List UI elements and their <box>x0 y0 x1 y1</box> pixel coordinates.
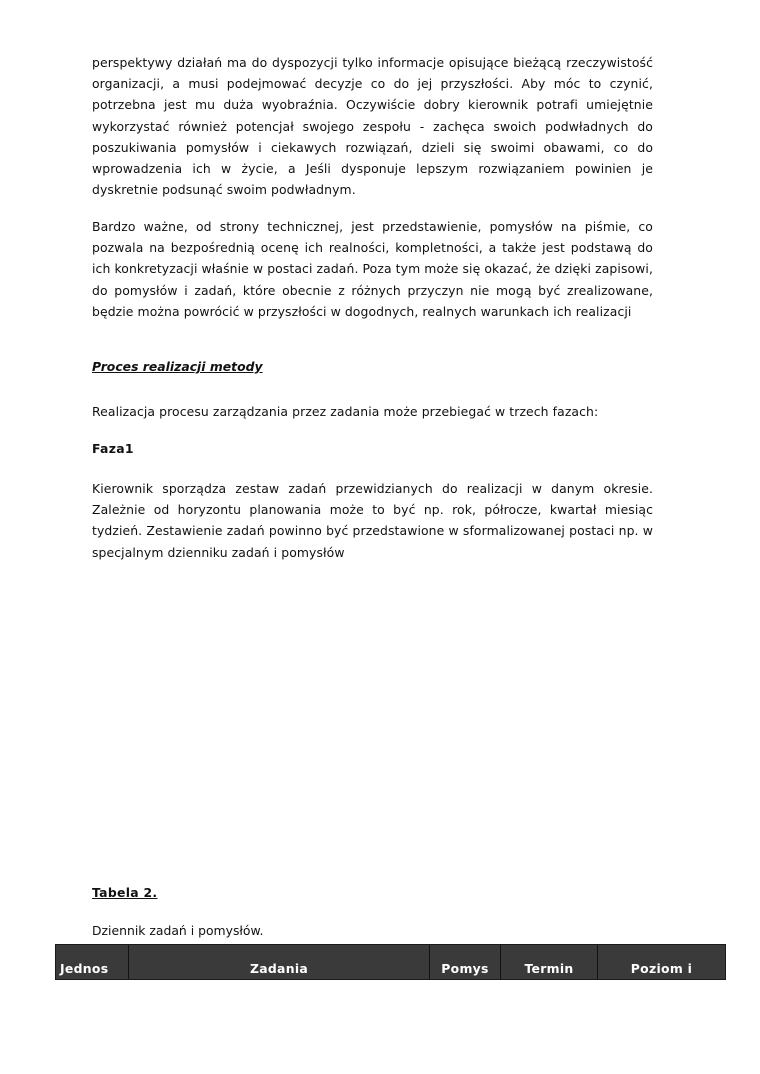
table-header-cell-jednos: Jednos <box>56 945 129 979</box>
paragraph-realizacja: Realizacja procesu zarządzania przez zadania może przebiegać w trzech fazach: <box>92 404 599 419</box>
section-heading: Proces realizacji metody <box>92 359 263 374</box>
phase-heading: Faza1 <box>92 441 134 456</box>
table-header-cell-poziom: Poziom i <box>630 961 693 976</box>
paragraph-bardzo-wazne: Bardzo ważne, od strony technicznej, jest przedstawienie, pomysłów na piśmie, co pozwala na bezpośrednią ocenę ich realności, kompletności, a także jest podstawą do ich konkretyzacji właśnie w postaci zadań. Poza tym może się okazać, że dzięki zapisowi, do pomysłów i zadań, które obecnie z różnych przyczyn nie mogą być zrealizowane, będzie można powrócić w przyszłości w dogodnych, realnych warunkach ich realizacji <box>92 219 653 319</box>
table-caption: Dziennik zadań i pomysłów. <box>92 923 264 938</box>
table-header-cell-zadania: Zadania <box>129 945 430 979</box>
paragraph-perspektywy: perspektywy działań ma do dyspozycji tylko informacje opisujące bieżącą rzeczywistość organizacji, a musi podejmować decyzje co do jej przyszłości. Aby móc to czynić, potrzebna jest mu duża wyobraźnia. Oczywiście dobry kierownik potrafi umiejętnie wykorzystać również potencjał swojego zespołu - zachęca swoich podwładnych do poszukiwania pomysłów i ciekawych rozwiązań, dzieli się swoimi obawami, co do wprowadzenia ich w życie, a Jeśli dysponuje lepszym rozwiązaniem powinien je dyskretnie podsunąć swoim podwładnym. <box>92 55 653 198</box>
table-header-cell-termin: Termin <box>501 945 598 979</box>
paragraph-kierownik: Kierownik sporządza zestaw zadań przewidzianych do realizacji w danym okresie. Zależnie od horyzontu planowania może to być np. rok, półrocze, kwartał miesiąc tydzień. Zestawienie zadań powinno być przedstawione w sformalizowanej postaci np. w specjalnym dzienniku zadań i pomysłów <box>92 481 653 560</box>
table-title: Tabela 2. <box>92 885 158 900</box>
table-header-row <box>55 944 726 980</box>
table-header-cell-pomys: Pomys <box>430 945 501 979</box>
